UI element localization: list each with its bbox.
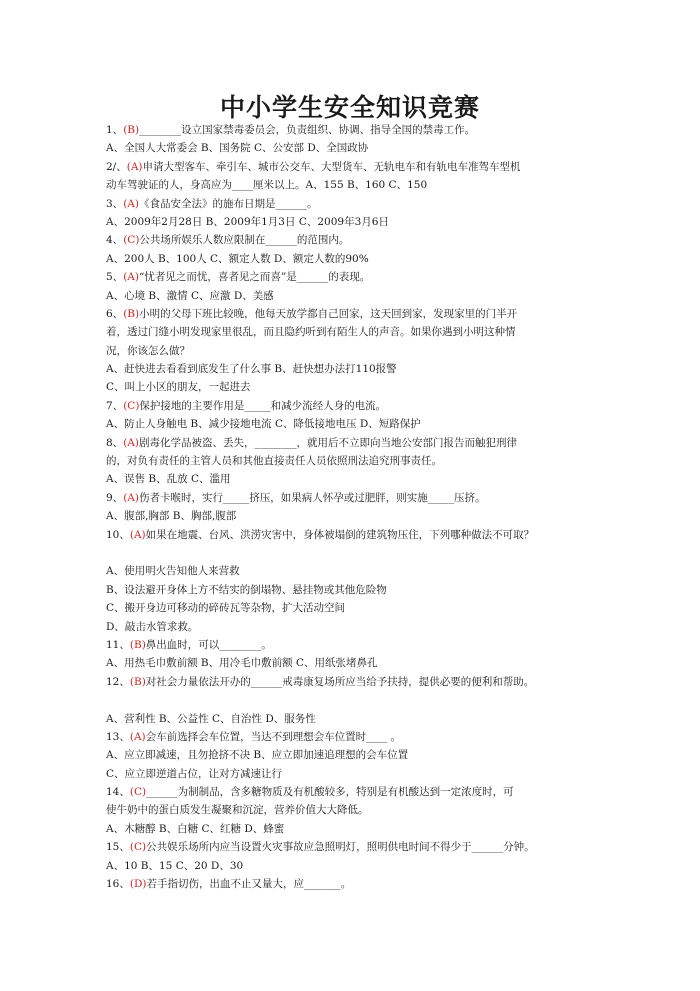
- question-item: [106, 195, 606, 232]
- question-item: [106, 158, 606, 195]
- question-number: 5、: [106, 271, 124, 284]
- question-item: [106, 526, 606, 636]
- question-item: [106, 397, 606, 434]
- question-stem: [106, 434, 606, 452]
- question-text: ______为制制品，含多糖物质及有机酸较多，特别是有机酸达到一定浓度时，可: [146, 786, 514, 799]
- question-text: 小明的父母下班比较晚，他每天放学都自己回家，这天回到家，发现家里的门半开: [139, 307, 518, 320]
- question-text: 使牛奶中的蛋白质发生凝聚和沉淀，营养价值大大降低。: [106, 804, 369, 817]
- question-item: [106, 121, 606, 158]
- question-item: [106, 875, 606, 893]
- question-text: 的，对负有责任的主管人员和其他直接责任人员依照刑法追究刑事责任。: [106, 455, 442, 468]
- answer-mark: (A): [123, 491, 139, 504]
- question-stem: [106, 121, 606, 139]
- answer-mark: (C): [129, 841, 147, 854]
- question-text: 申请大型客车、牵引车、城市公交车、大型货车、无轨电车和有轨电车准驾车型机: [142, 160, 521, 173]
- question-text: 伤者卡喉时，实行_____挤压，如果病人怀孕或过肥胖，则实施_____压挤。: [138, 491, 486, 504]
- question-text: 公共场所娱乐人数应限制在______的范围内。: [139, 234, 350, 247]
- question-stem-continued: [106, 452, 606, 470]
- page-title: 中小学生安全知识竞赛: [219, 93, 480, 122]
- question-stem: [106, 636, 606, 654]
- question-stem: [106, 673, 606, 691]
- question-stem-continued: [106, 176, 606, 194]
- question-item: [106, 636, 606, 673]
- blank-line: [106, 544, 606, 562]
- question-item: [106, 838, 606, 875]
- question-item: [106, 783, 606, 838]
- answer-mark: (D): [129, 878, 147, 891]
- question-text: 况，你该怎么做？: [106, 344, 190, 357]
- question-item: [106, 434, 606, 489]
- question-item: [106, 231, 606, 268]
- question-stem: [106, 268, 606, 286]
- answer-mark: (A): [123, 271, 139, 284]
- question-number: 3、: [106, 197, 124, 210]
- question-stem: [106, 231, 606, 249]
- question-stem: [106, 158, 606, 176]
- question-stem: [106, 195, 606, 213]
- question-item: [106, 305, 606, 397]
- question-number: 1、: [106, 124, 124, 136]
- question-text: 公共娱乐场所内应当设置火灾事故应急照明灯，照明供电时间不得少于______分钟。: [146, 841, 535, 854]
- question-number: 14、: [106, 786, 130, 799]
- answer-options: A、木糖醇 B、白糖 C、红糖 D、蜂蜜: [106, 822, 285, 835]
- answer-options: A、10 B、15 C、20 D、30: [106, 859, 244, 872]
- answer-mark: (B): [123, 124, 140, 136]
- question-text: 保护接地的主要作用是_____和减少流经人身的电流。: [139, 399, 387, 412]
- question-text: 《食品安全法》的施布日期是______。: [138, 197, 318, 210]
- question-text: ________设立国家禁毒委员会，负责组织、协调、指导全国的禁毒工作。: [139, 124, 476, 136]
- answer-mark: (B): [123, 307, 140, 320]
- question-number: 8、: [106, 436, 124, 449]
- answer-mark: (A): [129, 528, 146, 541]
- question-stem-continued: [106, 323, 606, 341]
- answer-options: B、设法避开身体上方不结实的倒塌物、悬挂物或其他危险物: [106, 583, 387, 596]
- answer-mark: (B): [129, 675, 146, 688]
- question-stem: [106, 397, 606, 415]
- blank-line: [106, 691, 606, 709]
- answer-mark: (C): [123, 234, 140, 247]
- answer-mark: (A): [123, 197, 139, 210]
- question-stem-continued: [106, 801, 606, 819]
- question-number: 4、: [106, 234, 124, 247]
- question-text: 对社会力量依法开办的______戒毒康复场所应当给予扶持，提供必要的便利和帮助。: [145, 675, 535, 688]
- question-item: [106, 673, 606, 728]
- question-text: 剧毒化学品被盗、丢失，________，就用后不立即向当地公安部门报告而触犯刑律: [138, 436, 517, 449]
- question-stem: [106, 838, 606, 856]
- question-stem: [106, 875, 606, 893]
- question-number: 10、: [106, 528, 130, 541]
- answer-options: A、用热毛巾敷前额 B、用冷毛巾敷前额 C、用纸张堵鼻孔: [106, 657, 378, 670]
- question-list: [106, 121, 606, 893]
- answer-options: C、搬开身边可移动的碎砖瓦等杂物，扩大活动空间: [106, 602, 346, 615]
- answer-options: A、营利性 B、公益性 C、自治性 D、服务性: [106, 712, 316, 725]
- question-text: 动车驾驶证的人，身高应为____厘米以上。A、155 B、160 C、150: [106, 179, 428, 192]
- question-text: 鼻出血时，可以________。: [145, 638, 272, 651]
- answer-options: D、敲击水管求救。: [106, 620, 199, 633]
- question-number: 9、: [106, 491, 124, 504]
- question-number: 6、: [106, 307, 124, 320]
- question-stem-continued: [106, 342, 606, 360]
- question-number: 15、: [106, 841, 130, 854]
- question-item: [106, 489, 606, 526]
- answer-options: A、应立即减速，且勿抢挤不决 B、应立即加速追理想的会车位置: [106, 749, 409, 762]
- answer-options: A、赶快进去看看到底发生了什么事 B、赶快想办法打110报警: [106, 363, 397, 376]
- question-text: 若手指切伤，出血不止又量大，应_______。: [146, 878, 352, 891]
- answer-options: A、腹部,胸部 B、胸部,腹部: [106, 510, 237, 523]
- question-number: 11、: [106, 638, 130, 651]
- question-number: 7、: [106, 399, 124, 412]
- answer-mark: (A): [123, 436, 139, 449]
- answer-mark: (B): [129, 638, 146, 651]
- answer-options: C、叫上小区的朋友，一起进去: [106, 381, 251, 394]
- answer-options: A、防止人身触电 B、减少接地电流 C、降低接地电压 D、短路保护: [106, 418, 421, 431]
- answer-options: A、200人 B、100人 C、额定人数 D、额定人数的90%: [106, 252, 369, 265]
- question-number: 13、: [106, 730, 130, 743]
- question-text: 会车前选择会车位置，当达不到理想会车位置时____ 。: [145, 730, 401, 743]
- answer-mark: (A): [129, 730, 146, 743]
- answer-mark: (C): [129, 786, 147, 799]
- question-text: 如果在地震、台风、洪涝灾害中，身体被塌倒的建筑物压住，下列哪种做法不可取？: [145, 528, 535, 541]
- answer-options: A、使用明火告知他人来营救: [106, 565, 240, 578]
- answer-options: A、心境 B、激情 C、应激 D、美感: [106, 289, 274, 302]
- answer-options: A、误售 B、乱放 C、滥用: [106, 473, 231, 486]
- question-number: 2/、: [106, 160, 127, 173]
- answer-options: A、全国人大常委会 B、国务院 C、公安部 D、全国政协: [106, 142, 369, 155]
- question-number: 12、: [106, 675, 130, 688]
- question-stem: [106, 783, 606, 801]
- question-text: 着，透过门缝小明发现家里很乱，而且隐约听到有陌生人的声音。如果你遇到小明这种情: [106, 326, 516, 339]
- question-text: “忧者见之而忧，喜者见之而喜”是______的表现。: [138, 271, 371, 284]
- answer-mark: (A): [126, 160, 143, 173]
- answer-options: C、应立即逆道占位，让对方减速让行: [106, 767, 283, 780]
- question-stem: [106, 728, 606, 746]
- answer-options: A、2009年2月28日 B、2009年1月3日 C、2009年3月6日: [106, 215, 389, 228]
- question-number: 16、: [106, 878, 130, 891]
- question-stem: [106, 489, 606, 507]
- question-stem: [106, 305, 606, 323]
- question-stem: [106, 526, 606, 544]
- answer-mark: (C): [123, 399, 140, 412]
- question-item: [106, 728, 606, 783]
- question-item: [106, 268, 606, 305]
